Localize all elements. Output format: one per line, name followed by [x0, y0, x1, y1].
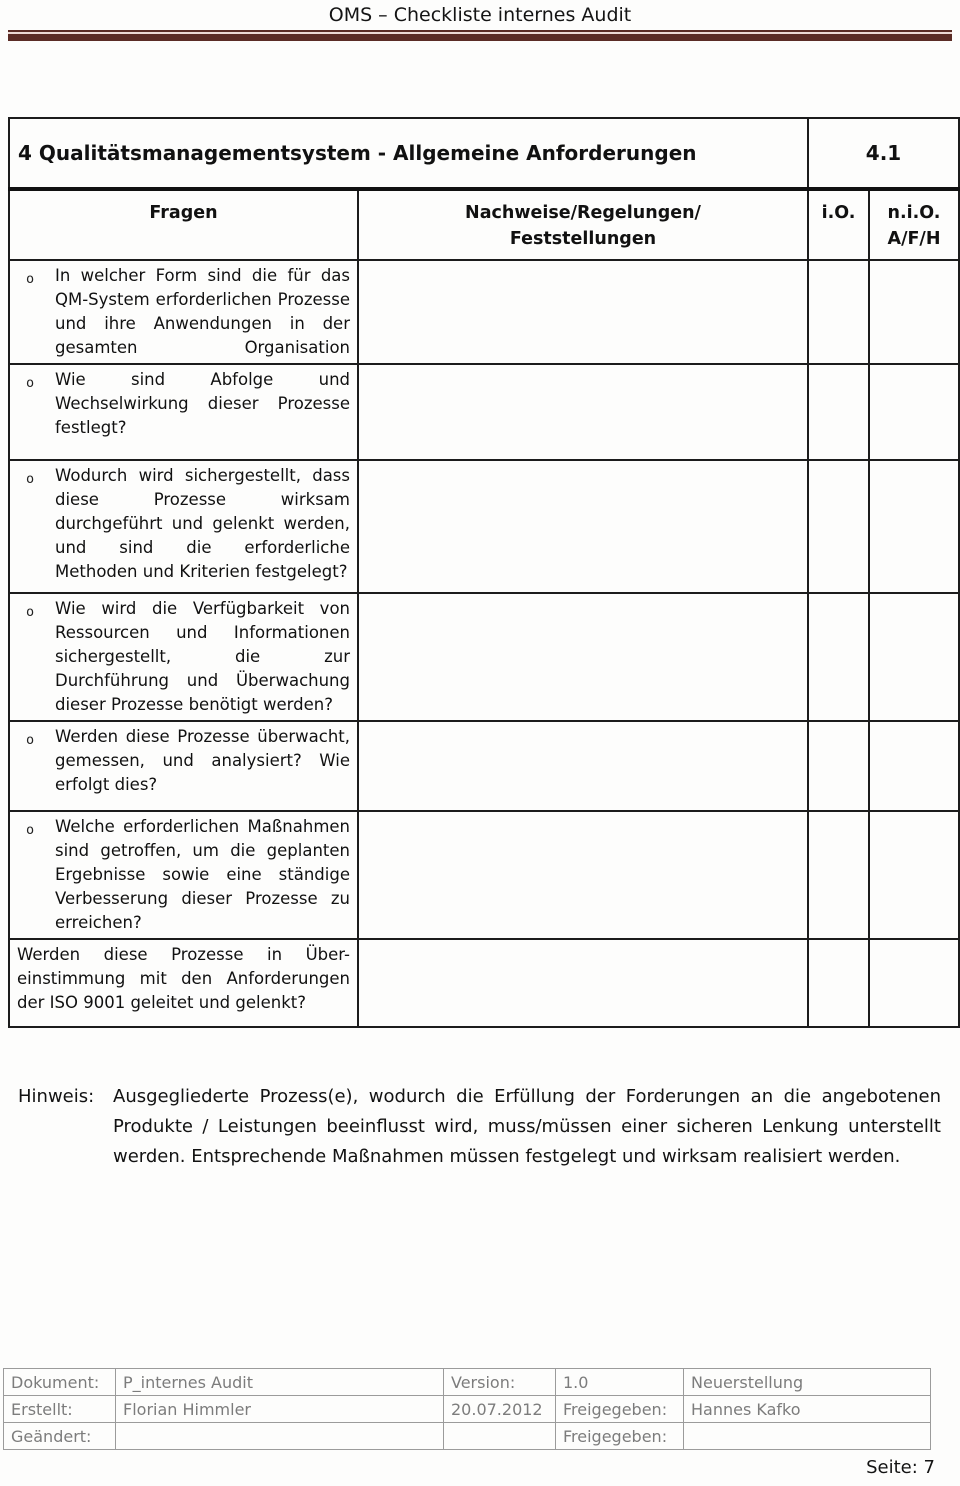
column-header-nio-line1: n.i.O. — [887, 203, 941, 223]
evidence-cell — [358, 260, 808, 364]
nio-cell — [869, 721, 959, 811]
doc-info-row — [4, 1369, 931, 1396]
question-row — [9, 260, 959, 364]
evidence-cell — [358, 364, 808, 460]
hinweis-label: Hinweis: — [18, 1086, 95, 1107]
question-cell — [9, 364, 358, 460]
version-value: 1.0 — [556, 1369, 684, 1396]
evidence-cell — [358, 939, 808, 1027]
column-header-nachweise — [358, 189, 808, 260]
io-cell — [808, 721, 869, 811]
column-header-io: i.O. — [808, 189, 869, 260]
document-info-table — [3, 1368, 931, 1450]
column-header-nio — [869, 189, 959, 260]
approved-label: Freigegeben: — [556, 1396, 684, 1423]
changed-date — [444, 1423, 556, 1450]
created-by: Florian Himmler — [116, 1396, 444, 1423]
column-header-fragen: Fragen — [9, 189, 358, 260]
doc-info-row — [4, 1423, 931, 1450]
evidence-cell — [358, 721, 808, 811]
bullet-icon: o — [26, 271, 35, 287]
question-row — [9, 593, 959, 721]
doc-label: Dokument: — [4, 1369, 116, 1396]
nio-cell — [869, 811, 959, 939]
nio-cell — [869, 260, 959, 364]
question-cell — [9, 593, 358, 721]
evidence-cell — [358, 593, 808, 721]
section-title-row — [9, 118, 959, 189]
io-cell — [808, 593, 869, 721]
evidence-cell — [358, 811, 808, 939]
question-text: Wie wird die Verfügbarkeit von Ressourcen und Informationen sichergestellt, die zur Durchführung und Überwachung dieser Prozesse benötigt werden? — [55, 599, 350, 714]
question-text: Welche erforderlichen Maßnahmen sind getroffen, um die geplanten Ergebnisse sowie eine ständige Verbesserung dieser Prozesse zu erreichen? — [55, 817, 350, 932]
page-number: Seite: 7 — [866, 1457, 935, 1478]
question-text: Werden diese Prozesse in Über-einstimmung mit den Anforderungen der ISO 9001 geleitet und gelenkt? — [17, 945, 350, 1012]
question-text: Wodurch wird sichergestellt, dass diese Prozesse wirksam durchgeführt und gelenkt werden, und sind die erforderliche Methoden und Kriterien festgelegt? — [55, 466, 350, 581]
section-title: 4 Qualitätsmanagementsystem - Allgemeine Anforderungen — [9, 118, 808, 189]
bullet-icon: o — [26, 375, 35, 391]
io-cell — [808, 364, 869, 460]
changed-by — [116, 1423, 444, 1450]
io-cell — [808, 811, 869, 939]
question-cell — [9, 721, 358, 811]
evidence-cell — [358, 460, 808, 593]
question-text: Werden diese Prozesse überwacht, gemessen, und analysiert? Wie erfolgt dies? — [55, 727, 350, 794]
question-text: Wie sind Abfolge und Wechselwirkung dieser Prozesse festlegt? — [55, 370, 350, 437]
column-header-nio-line2: A/F/H — [887, 229, 941, 249]
doc-info-row — [4, 1396, 931, 1423]
hinweis-note — [18, 1082, 960, 1172]
section-number: 4.1 — [808, 118, 959, 189]
created-date: 20.07.2012 — [444, 1396, 556, 1423]
nio-cell — [869, 593, 959, 721]
bullet-icon: o — [26, 604, 35, 620]
header-divider — [8, 30, 952, 41]
doc-name: P_internes Audit — [116, 1369, 444, 1396]
hinweis-text: Ausgegliederte Prozess(e), wodurch die Erfüllung der Forderungen an die angebotenen Produkte / Leistungen beeinflusst wird, muss/müssen einer sicheren Lenkung unterstellt werden. Entsprechende Maßnahmen müssen festgelegt und wirksam realisiert werden. — [113, 1086, 941, 1167]
question-cell — [9, 939, 358, 1027]
version-label: Version: — [444, 1369, 556, 1396]
question-row — [9, 460, 959, 593]
approved-by: Hannes Kafko — [684, 1396, 931, 1423]
column-header-row — [9, 189, 959, 260]
column-header-nachweise-line1: Nachweise/Regelungen/ — [465, 203, 701, 223]
page-title: OMS – Checkliste internes Audit — [328, 4, 632, 26]
question-cell — [9, 260, 358, 364]
approved2-by — [684, 1423, 931, 1450]
approved2-label: Freigegeben: — [556, 1423, 684, 1450]
question-row — [9, 721, 959, 811]
revision-note: Neuerstellung — [684, 1369, 931, 1396]
question-row — [9, 939, 959, 1027]
nio-cell — [869, 364, 959, 460]
bullet-icon: o — [26, 732, 35, 748]
nio-cell — [869, 939, 959, 1027]
created-label: Erstellt: — [4, 1396, 116, 1423]
question-row — [9, 364, 959, 460]
io-cell — [808, 260, 869, 364]
nio-cell — [869, 460, 959, 593]
question-cell — [9, 811, 358, 939]
question-row — [9, 811, 959, 939]
audit-checklist-table — [8, 117, 960, 1028]
changed-label: Geändert: — [4, 1423, 116, 1450]
question-cell — [9, 460, 358, 593]
bullet-icon: o — [26, 822, 35, 838]
question-text: In welcher Form sind die für das QM-System erforderlichen Prozesse und ihre Anwendungen in der gesamten Organisation — [55, 266, 350, 357]
bullet-icon: o — [26, 471, 35, 487]
io-cell — [808, 460, 869, 593]
divider-thick-line — [8, 34, 952, 41]
column-header-nachweise-line2: Feststellungen — [509, 229, 657, 249]
io-cell — [808, 939, 869, 1027]
